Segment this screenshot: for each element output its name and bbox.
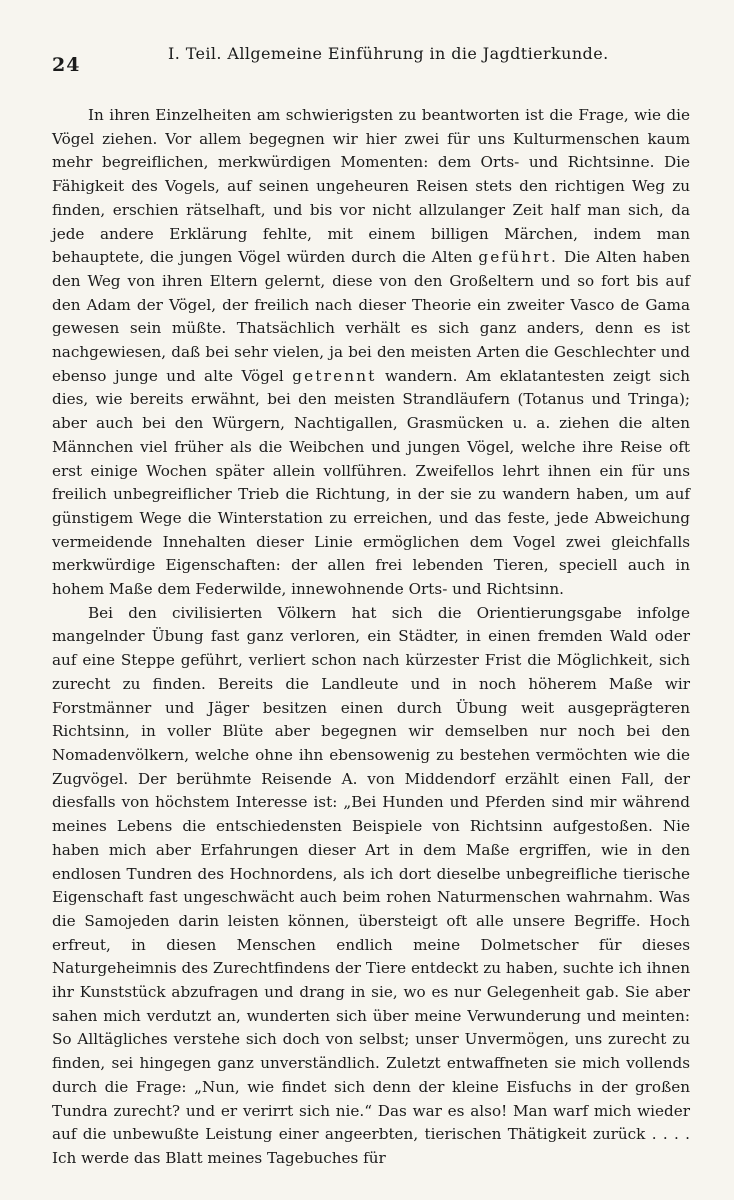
body-text bbox=[52, 104, 690, 1171]
page-number: 24 bbox=[52, 54, 81, 76]
emphasis-gefuehrt: geführt. bbox=[478, 248, 559, 267]
paragraph-1-part-b: Die Alten haben den Weg von ihren Eltern gelernt, diese von den Großeltern und so fort bis auf den Adam der Vögel, der freilich nach dieser Theorie ein zweiter Vasco de Gama gewesen sein müßte. Thatsächlich verhält es sich ganz anders, denn es ist nachgewiesen, daß bei sehr vielen, ja bei den meisten Arten die Geschlechter und ebenso junge und alte Vögel bbox=[52, 248, 691, 385]
emphasis-getrennt: getrennt bbox=[292, 366, 377, 385]
page-header bbox=[52, 44, 690, 74]
paragraph-1 bbox=[52, 104, 690, 602]
paragraph-2: Bei den civilisierten Völkern hat sich die Orientierungsgabe infolge mangelnder Übung fast ganz verloren, ein Städter, in einen fremden Wald oder auf eine Steppe geführt, verliert schon nach kürzester Frist die Möglichkeit, sich zurecht zu finden. Bereits die Landleute und in noch höherem Maße wir Forstmänner und Jäger besitzen einen durch Übung weit ausgeprägteren Richtsinn, in voller Blüte aber begegnen wir demselben nur noch bei den Nomadenvölkern, welche ohne ihn ebensowenig zu bestehen vermöchten wie die Zugvögel. Der berühmte Reisende A. von Middendorf erzählt einen Fall, der diesfalls von höchstem Interesse ist: „Bei Hunden und Pferden sind mir während meines Lebens die entschiedensten Beispiele von Richtsinn aufgestoßen. Nie haben mich aber Erfahrungen dieser Art in dem Maße ergriffen, wie in den endlosen Tundren des Hochnordens, als ich dort dieselbe unbegreifliche tierische Eigenschaft fast ungeschwächt auch beim rohen Naturmenschen wahrnahm. Was die Samojeden darin leisten können, übersteigt oft alle unsere Begriffe. Hoch erfreut, in diesen Menschen endlich meine Dolmetscher für dieses Naturgeheimnis des Zurechtfindens der Tiere entdeckt zu haben, suchte ich ihnen ihr Kunststück abzufragen und drang in sie, wo es nur Gelegenheit gab. Sie aber sahen mich verdutzt an, wunderten sich über meine Verwunderung und meinten: So Alltägliches verstehe sich doch von selbst; unser Unvermögen, uns zurecht zu finden, sei hingegen ganz unverständlich. Zuletzt entwaffneten sie mich vollends durch die Frage: „Nun, wie findet sich denn der kleine Eisfuchs in der großen Tundra zurecht? und er verirrt sich nie.“ Das war es also! Man warf mich wieder auf die unbewußte Leistung einer angeerbten, tierischen Thätigkeit zurück . . . . Ich werde das Blatt meines Tagebuches für bbox=[52, 603, 690, 1167]
paragraph-1-part-c: wandern. Am eklatantesten zeigt sich dies, wie bereits erwähnt, bei den meisten Strandläufern (Totanus und Tringa); aber auch bei den Würgern, Nachtigallen, Grasmücken u. a. ziehen die alten Männchen viel früher als die Weibchen und jungen Vögel, welche ihre Reise oft erst einige Wochen später allein vollführen. Zweifellos lehrt ihnen ein für uns freilich unbegreiflicher Trieb die Richtung, in der sie zu wandern haben, um auf günstigem Wege die Winterstation zu erreichen, und das feste, jede Abweichung vermeidende Innehalten dieser Linie ermöglichen dem Vogel zwei gleichfalls merkwürdige Eigenschaften: der allen frei lebenden Tieren, speciell auch in hohem Maße dem Federwilde, innewohnende Orts- und Richtsinn. bbox=[52, 366, 691, 599]
paragraph-1-part-a: In ihren Einzelheiten am schwierigsten zu beantworten ist die Frage, wie die Vögel ziehen. Vor allem begegnen wir hier zwei für uns Kulturmenschen kaum mehr begreiflichen, merkwürdigen Momenten: dem Orts- und Richtsinne. Die Fähigkeit des Vogels, auf seinen ungeheuren Reisen stets den richtigen Weg zu finden, erschien rätselhaft, und bis vor nicht allzulanger Zeit half man sich, da jede andere Erklärung fehlte, mit einem billigen Märchen, indem man behauptete, die jungen Vögel würden durch die Alten bbox=[52, 106, 690, 267]
running-head: I. Teil. Allgemeine Einführung in die Jagdtierkunde. bbox=[168, 44, 609, 63]
